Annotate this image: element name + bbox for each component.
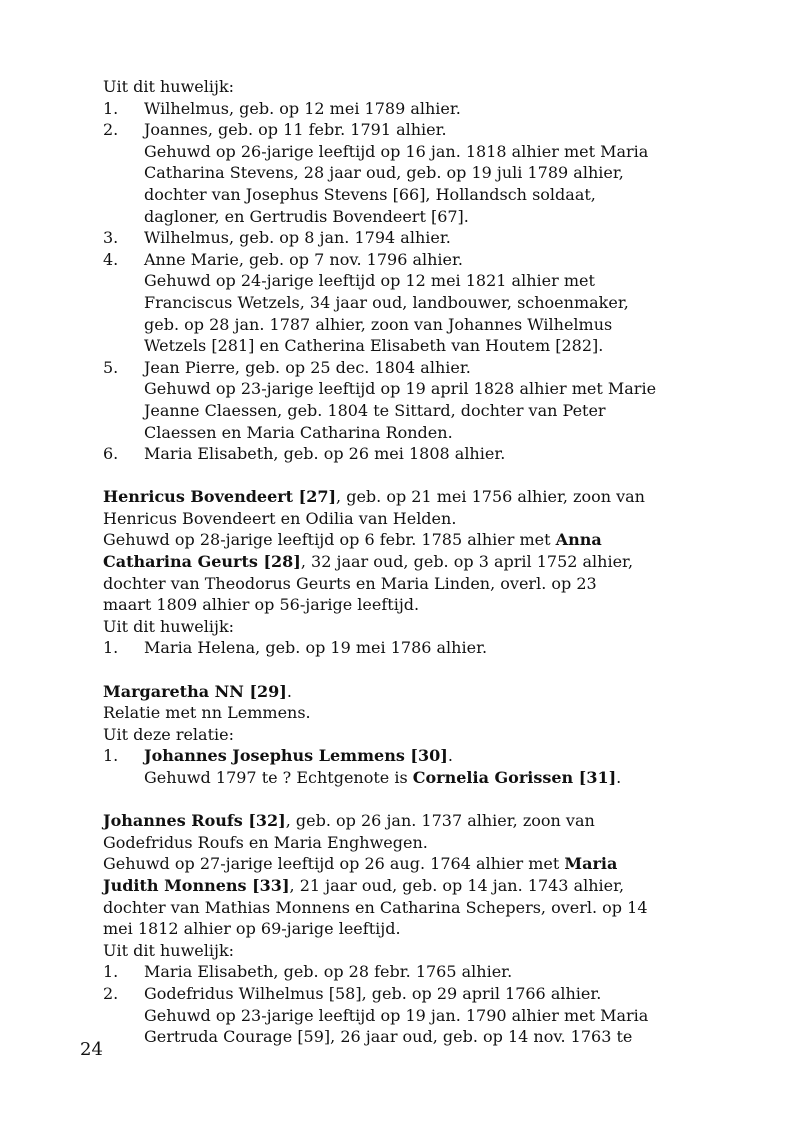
list-item-continuation: dagloner, en Gertrudis Bovendeert [67].	[144, 206, 469, 226]
text: dochter van Mathias Monnens en Catharina Schepers, overl. op 14	[103, 897, 648, 917]
item-text: Godefridus Wilhelmus [58], geb. op 29 april 1766 alhier.	[144, 983, 602, 1003]
list-item	[103, 249, 713, 271]
child-name: Johannes Josephus Lemmens [30]	[144, 746, 448, 766]
spouse-name: Maria	[564, 854, 618, 874]
spacer	[103, 789, 713, 811]
text: Relatie met nn Lemmens.	[103, 703, 311, 723]
children-list	[103, 98, 713, 465]
list-item	[103, 98, 713, 120]
page-number: 24	[80, 1039, 103, 1060]
page-body	[103, 76, 713, 1048]
item-text: Anne Marie, geb. op 7 nov. 1796 alhier.	[144, 249, 463, 269]
text: .	[286, 681, 292, 701]
spouse-name: Judith Monnens [33]	[103, 875, 290, 895]
person-entry-henricus	[103, 486, 713, 659]
children-intro: Uit deze relatie:	[103, 724, 234, 744]
person-name: Margaretha NN [29]	[103, 681, 287, 701]
text: , 32 jaar oud, geb. op 3 april 1752 alhier,	[300, 552, 634, 572]
person-name: Johannes Roufs [32]	[103, 811, 286, 831]
list-item-continuation: Jeanne Claessen, geb. 1804 te Sittard, dochter van Peter	[144, 400, 606, 420]
text: , geb. op 26 jan. 1737 alhier, zoon van	[285, 811, 595, 831]
person-entry-margaretha	[103, 681, 713, 789]
list-item-continuation: Claessen en Maria Catharina Ronden.	[144, 422, 453, 442]
item-number: 1.	[103, 962, 119, 982]
spacer	[103, 659, 713, 681]
list-item	[103, 745, 713, 767]
list-item-continuation: Franciscus Wetzels, 34 jaar oud, landbouwer, schoenmaker,	[144, 292, 629, 312]
list-item-continuation: Gehuwd op 23-jarige leeftijd op 19 jan. 1790 alhier met Maria	[144, 1005, 649, 1025]
text: Gehuwd 1797 te ? Echtgenote is	[144, 768, 413, 787]
list-item-continuation	[103, 767, 713, 789]
spouse-name: Catharina Geurts [28]	[103, 552, 301, 572]
item-text: Maria Elisabeth, geb. op 26 mei 1808 alhier.	[144, 444, 506, 464]
list-item-continuation: Wetzels [281] en Catherina Elisabeth van Houtem [282].	[144, 336, 604, 356]
list-item-continuation: dochter van Josephus Stevens [66], Hollandsch soldaat,	[144, 184, 596, 204]
item-number: 6.	[103, 444, 119, 464]
item-number: 5.	[103, 357, 119, 377]
list-item-continuation: Gehuwd op 23-jarige leeftijd op 19 april 1828 alhier met Marie	[144, 379, 657, 399]
item-number: 1.	[103, 746, 119, 766]
children-intro: Uit dit huwelijk:	[103, 77, 235, 96]
text: Gehuwd op 28-jarige leeftijd op 6 febr. 1785 alhier met	[103, 530, 556, 550]
item-number: 2.	[103, 120, 119, 140]
person-name: Henricus Bovendeert [27]	[103, 487, 337, 507]
item-number: 2.	[103, 983, 119, 1003]
list-item	[103, 983, 713, 1005]
text: Henricus Bovendeert en Odilia van Helden.	[103, 508, 457, 528]
list-item-continuation: Gehuwd op 24-jarige leeftijd op 12 mei 1821 alhier met	[144, 271, 595, 291]
children-intro: Uit dit huwelijk:	[103, 616, 235, 636]
list-item	[103, 443, 713, 465]
item-number: 3.	[103, 228, 119, 248]
item-text: Wilhelmus, geb. op 12 mei 1789 alhier.	[144, 98, 461, 118]
spouse-name: Cornelia Gorissen [31]	[412, 768, 617, 787]
person-entry-johannes-roufs	[103, 810, 713, 1048]
list-item-continuation: Catharina Stevens, 28 jaar oud, geb. op 19 juli 1789 alhier,	[144, 163, 624, 183]
item-text: Maria Elisabeth, geb. op 28 febr. 1765 alhier.	[144, 962, 513, 982]
text: Gehuwd op 27-jarige leeftijd op 26 aug. 1764 alhier met	[103, 854, 565, 874]
item-text: Maria Helena, geb. op 19 mei 1786 alhier.	[144, 638, 488, 658]
list-item-continuation: Gehuwd op 26-jarige leeftijd op 16 jan. 1818 alhier met Maria	[144, 141, 649, 161]
item-number: 4.	[103, 249, 119, 269]
text: , geb. op 21 mei 1756 alhier, zoon van	[336, 487, 645, 507]
item-number: 1.	[103, 98, 119, 118]
list-item	[103, 227, 713, 249]
item-text: Joannes, geb. op 11 febr. 1791 alhier.	[144, 120, 447, 140]
list-item	[103, 637, 713, 659]
text: .	[616, 768, 622, 787]
item-text: Jean Pierre, geb. op 25 dec. 1804 alhier.	[144, 357, 471, 377]
text: mei 1812 alhier op 69-jarige leeftijd.	[103, 919, 401, 939]
list-item	[103, 119, 713, 141]
text: , 21 jaar oud, geb. op 14 jan. 1743 alhier,	[289, 875, 625, 895]
list-item	[103, 357, 713, 379]
list-item-continuation: geb. op 28 jan. 1787 alhier, zoon van Johannes Wilhelmus	[144, 314, 613, 334]
item-text: Wilhelmus, geb. op 8 jan. 1794 alhier.	[144, 228, 451, 248]
item-number: 1.	[103, 638, 119, 658]
spacer	[103, 465, 713, 487]
list-item	[103, 961, 713, 983]
text: maart 1809 alhier op 56-jarige leeftijd.	[103, 595, 420, 615]
spouse-name: Anna	[555, 530, 602, 550]
text: dochter van Theodorus Geurts en Maria Linden, overl. op 23	[103, 573, 597, 593]
list-item-continuation: Gertruda Courage [59], 26 jaar oud, geb. op 14 nov. 1763 te	[144, 1027, 633, 1047]
text: Godefridus Roufs en Maria Enghwegen.	[103, 832, 428, 852]
children-intro: Uit dit huwelijk:	[103, 940, 235, 960]
text: .	[447, 746, 453, 766]
